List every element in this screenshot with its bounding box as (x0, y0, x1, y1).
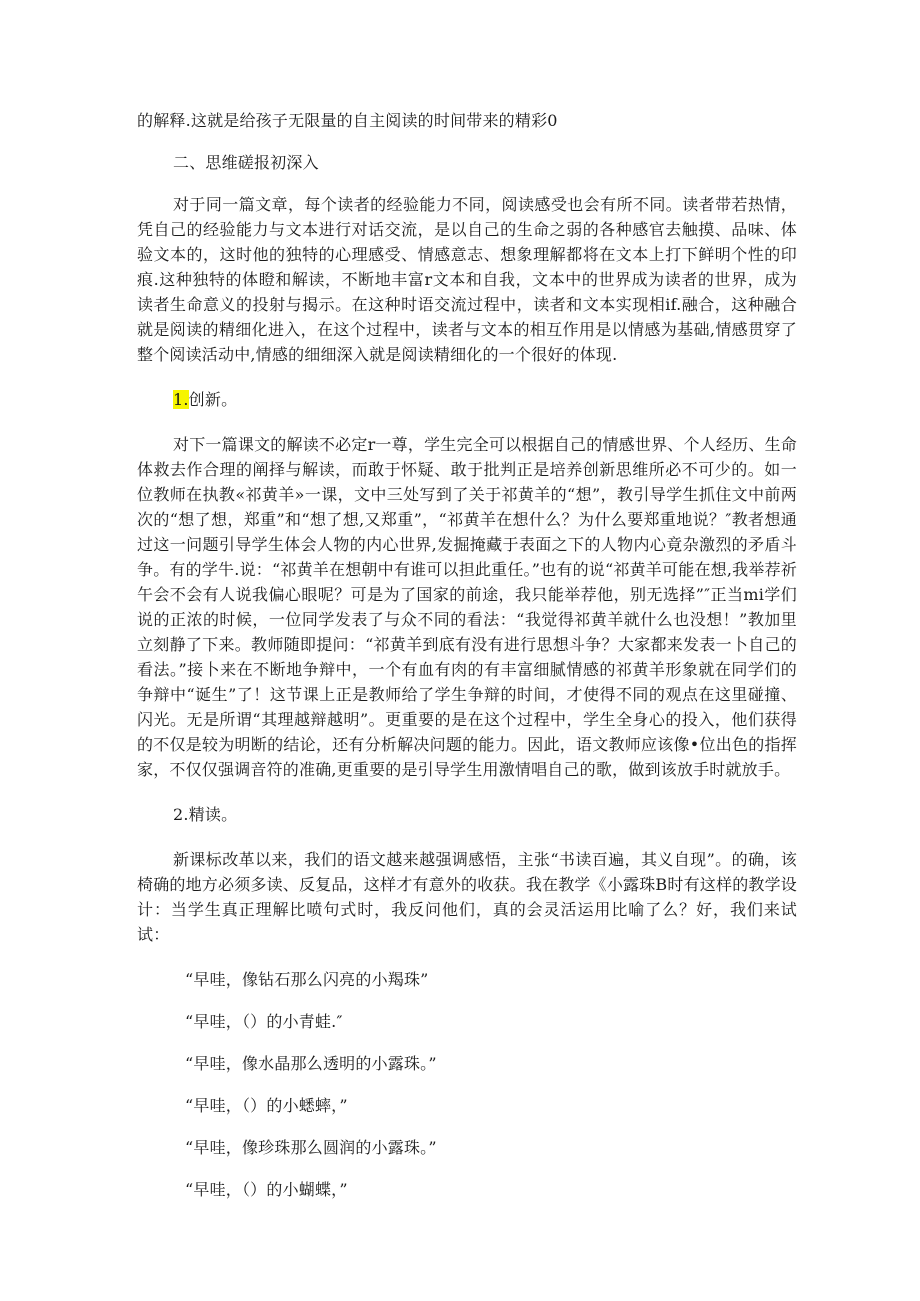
section-body-paragraph: 对于同一篇文章，每个读者的经验能力不同，阅读感受也会有所不同。读者带若热情，凭自己的经验能力与文本进行对话交流，是以自己的生命之弱的各种感官去触摸、品味、体验文本的，这时他的独特的心理感受、情感意志、想象理解都将在文本上打下鲜明个性的印痕.这种独特的体瞪和解读，不断地丰富r文本和自我，文本中的世界成为读者的世界，成为读者生命意义的投射与揭示。在这种时语交流过程中，读者和文本实现相if.融合，这种融合就是阅读的精细化进入，在这个过程中，读者与文本的相互作用是以情感为基础,情感贯穿了整个阅读活动中,情感的细细深入就是阅读精细化的一个很好的体现. (137, 195, 797, 364)
item2-body-paragraph: 新课标改革以来，我们的语文越来越强调感悟，主张“书读百遍，其义自现”。的确，该椅确的地方必须多读、反复品，这样才有意外的收获。我在教学《小露珠B时有这样的教学设计：当学生真正理解比喷句式时，我反问他们，真的会灵活运用比喻了么？好，我们来试试： (137, 850, 797, 944)
quote-line: “早哇，像水晶那么透明的小露珠。” (185, 1054, 437, 1073)
quote-line: “早哇，（）的小蝴蝶，” (185, 1180, 348, 1199)
quote-line: “早哇，（）的小蟋蟀，” (185, 1096, 348, 1115)
item1-body-paragraph: 对下一篇课文的解读不必定r一尊，学生完全可以根据自己的情感世界、个人经历、生命体救去作合理的阐择与解读，而敢于怀疑、敢于批判正是培养创新思维所必不可少的。如一位教师在执教«祁黄羊»一课，文中三处写到了关于祁黄羊的“想”，教引导学生抓住文中前两次的“想了想，郑重”和“想了想,又郑重”，“祁黄羊在想什么？为什么要郑重地说？″教者想通过这一问题引导学生体会人物的内心世界,发掘掩藏于表面之下的人物内心竟杂激烈的矛盾斗争。有的学牛.说：“祁黄羊在想朝中有谁可以担此重任。”也有的说“祁黄羊可能在想,我举荐祈午会不会有人说我偏心眼呢？可是为了国家的前途，我只能举荐他，别无选择”″正当mi学们说的正浓的时候，一位同学发表了与众不同的看法：“我觉得祁黄羊就什么也没想！”教加里立刻静了下来。教师随即提问：“祁黄羊到底有没有进行思想斗争？大家都来发表一卜自己的看法。”接卜来在不断地争辩中，一个有血有肉的有丰富细腻情感的祁黄羊形象就在同学们的争辩中“诞生”了！这节课上正是教师给了学生争辩的时间，才使得不同的观点在这里碰撞、闪光。无是所谓“其理越辩越明”。更重要的是在这个过程中，学生全身心的投入，他们获得的不仅是较为明断的结论，还有分析解决问题的能力。因此，语文教师应该像•位出色的指挥家，不仅仅强调音符的准确,更重要的是引导学生用激情唱自己的歌，做到该放手时就放手。 (137, 435, 797, 779)
document-page (137, 108, 797, 1202)
quote-line: “早哇，像珍珠那么圆润的小露珠。” (185, 1138, 437, 1157)
item2-heading: 2.精读。 (173, 805, 238, 824)
highlighted-number: 1. (173, 390, 189, 409)
item1-heading (137, 387, 797, 412)
quote-line: “早哇，（）的小青蛙.″ (185, 1012, 343, 1031)
intro-paragraph: 的解释.这就是给孩子无限量的自主阅读的时间带来的精彩0 (137, 111, 558, 130)
section-heading: 二、思维磋报初深入 (173, 153, 319, 172)
quote-line: “早哇，像钻石那么闪亮的小羯珠” (185, 970, 429, 989)
item1-title: 创新。 (188, 390, 238, 409)
